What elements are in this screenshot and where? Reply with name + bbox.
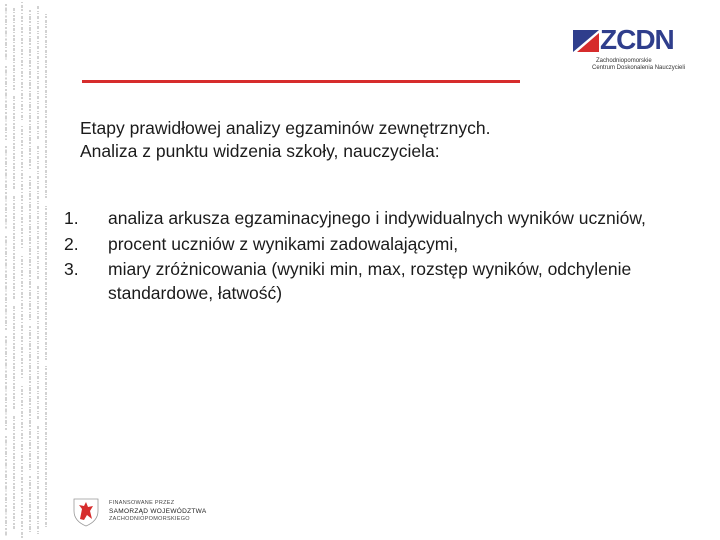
logo-subtitle-line1: Zachodniopomorskie: [596, 58, 652, 64]
handwriting-decoration-strip: [0, 0, 52, 540]
logo-wordmark: ZCDN: [600, 24, 674, 55]
heading-line-2: Analiza z punktu widzenia szkoły, nauczyciela:: [80, 141, 440, 161]
sponsor-logo: [70, 497, 207, 527]
list-item-text: procent uczniów z wynikami zadowalającymi,: [108, 233, 459, 254]
handwriting-pattern: [0, 0, 52, 540]
sponsor-line-3: ZACHODNIOPOMORSKIEGO: [109, 516, 190, 522]
list-item-number: 1.: [64, 208, 79, 228]
logo-subtitle-line2: Centrum Doskonalenia Nauczycieli: [592, 65, 686, 71]
list-item-number: 3.: [64, 259, 79, 279]
sponsor-line-1: FINANSOWANE PRZEZ: [109, 500, 175, 506]
zcdn-logo-mark: [573, 30, 599, 52]
zcdn-logo: [570, 24, 690, 74]
list-item-text: miary zróżnicowania (wyniki min, max, rozstęp wyników, odchylenie standardowe, łatwość): [108, 259, 632, 303]
list-item-text: analiza arkusza egzaminacyjnego i indywidualnych wyników uczniów,: [108, 208, 646, 228]
sponsor-line-2: SAMORZĄD WOJEWÓDZTWA: [109, 508, 207, 515]
title-rule: [82, 80, 520, 83]
list-item: [64, 233, 704, 257]
griffin-crest-icon: [70, 497, 102, 527]
list-item: [64, 258, 704, 305]
list-item: [64, 207, 704, 231]
heading-line-1: Etapy prawidłowej analizy egzaminów zewnętrznych.: [80, 118, 491, 138]
slide-heading: [80, 117, 680, 163]
list-item-number: 2.: [64, 233, 79, 254]
steps-list: [64, 207, 704, 307]
